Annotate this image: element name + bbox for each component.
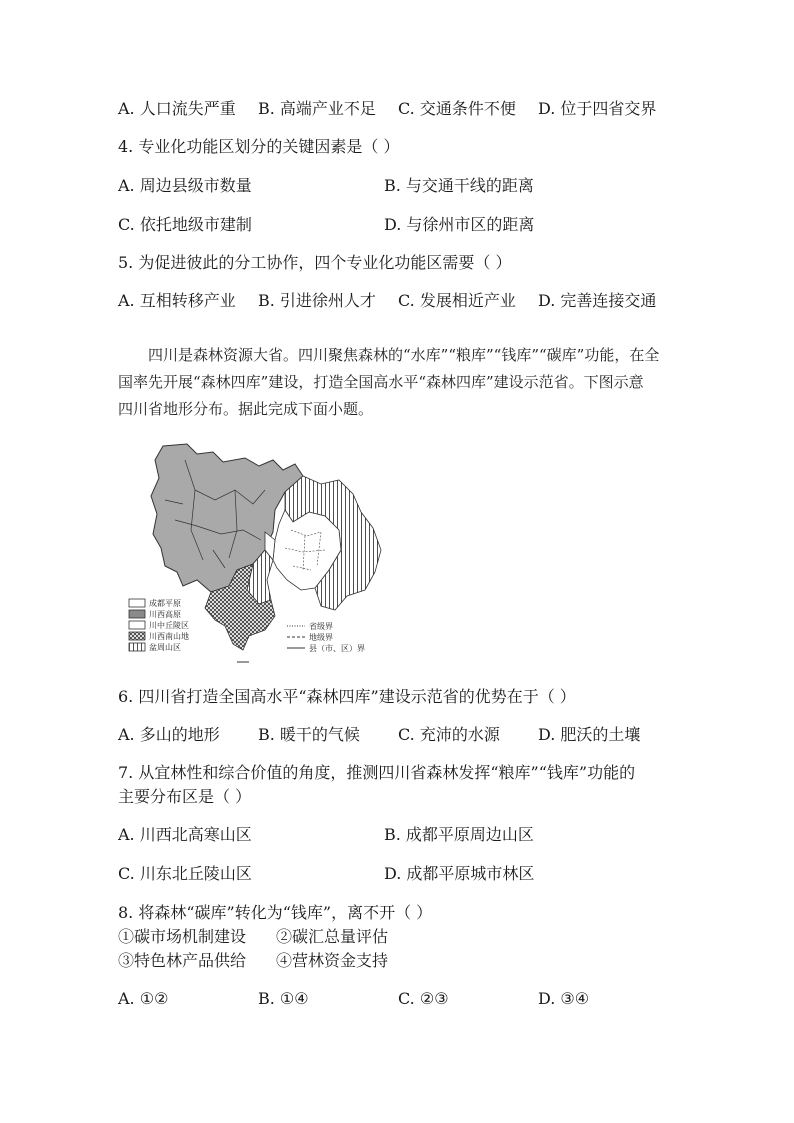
passage-line-2: 国率先开展“森林四库”建设，打造全国高水平“森林四库”建设示范省。下图示意 xyxy=(118,373,644,391)
passage-line-1: 四川是森林资源大省。四川聚焦森林的“水库”“粮库”“钱库”“碳库”功能，在全 xyxy=(148,346,660,364)
legend-sw-mountains: 川西南山地 xyxy=(149,632,189,641)
q8-item-3: ③特色林产品供给 xyxy=(118,951,247,970)
q6-option-b: B. 暖干的气候 xyxy=(258,725,360,744)
legend-chengdu-plain: 成都平原 xyxy=(149,599,181,608)
q7-option-b: B. 成都平原周边山区 xyxy=(384,825,534,844)
q8-option-d: D. ③④ xyxy=(538,989,590,1008)
q4-option-c: C. 依托地级市建制 xyxy=(118,215,252,234)
legend-landform-border: 地级界 xyxy=(309,633,333,642)
q8-option-a: A. ①② xyxy=(118,989,169,1008)
q4-stem: 4. 专业化功能区划分的关键因素是（ ） xyxy=(118,137,400,156)
q8-item-2: ②碳汇总量评估 xyxy=(276,927,389,946)
q7-option-a: A. 川西北高寒山区 xyxy=(118,825,252,844)
q6-option-c: C. 充沛的水源 xyxy=(398,725,500,744)
q7-stem-line2: 主要分布区是（ ） xyxy=(118,787,252,806)
q7-option-d: D. 成都平原城市林区 xyxy=(384,864,535,883)
legend-basin-mountains: 盆周山区 xyxy=(149,643,181,652)
q6-option-d: D. 肥沃的土壤 xyxy=(538,725,641,744)
q3-option-b: B. 高端产业不足 xyxy=(258,99,376,118)
q8-option-c: C. ②③ xyxy=(398,989,449,1008)
q6-stem: 6. 四川省打造全国高水平“森林四库”建设示范省的优势在于（ ） xyxy=(118,687,576,706)
q4-option-a: A. 周边县级市数量 xyxy=(118,176,252,195)
q5-option-b: B. 引进徐州人才 xyxy=(258,291,376,310)
legend-west-plateau: 川西高原 xyxy=(149,610,181,619)
q5-option-d: D. 完善连接交通 xyxy=(538,291,657,310)
legend-province-border: 省级界 xyxy=(309,622,333,631)
legend-central-hills: 川中丘陵区 xyxy=(149,621,189,630)
q8-item-1: ①碳市场机制建设 xyxy=(118,927,247,946)
q5-option-c: C. 发展相近产业 xyxy=(398,291,516,310)
q3-option-a: A. 人口流失严重 xyxy=(118,99,236,118)
passage-line-3: 四川省地形分布。据此完成下面小题。 xyxy=(118,400,374,418)
sichuan-terrain-map xyxy=(125,440,395,665)
legend-county-border: 县（市、区）界 xyxy=(309,644,365,653)
q5-option-a: A. 互相转移产业 xyxy=(118,291,236,310)
q4-option-d: D. 与徐州市区的距离 xyxy=(384,215,535,234)
q7-option-c: C. 川东北丘陵山区 xyxy=(118,864,252,883)
q8-stem: 8. 将森林“碳库”转化为“钱库”，离不开（ ） xyxy=(118,903,433,922)
q4-option-b: B. 与交通干线的距离 xyxy=(384,176,534,195)
passage xyxy=(118,342,678,423)
q6-option-a: A. 多山的地形 xyxy=(118,725,220,744)
q3-option-c: C. 交通条件不便 xyxy=(398,99,516,118)
q5-stem: 5. 为促进彼此的分工协作，四个专业化功能区需要（ ） xyxy=(118,253,512,272)
q7-stem-line1: 7. 从宜林性和综合价值的角度，推测四川省森林发挥“粮库”“钱库”功能的 xyxy=(118,763,636,782)
q3-option-d: D. 位于四省交界 xyxy=(538,99,657,118)
q8-item-4: ④营林资金支持 xyxy=(276,951,389,970)
q8-option-b: B. ①④ xyxy=(258,989,309,1008)
